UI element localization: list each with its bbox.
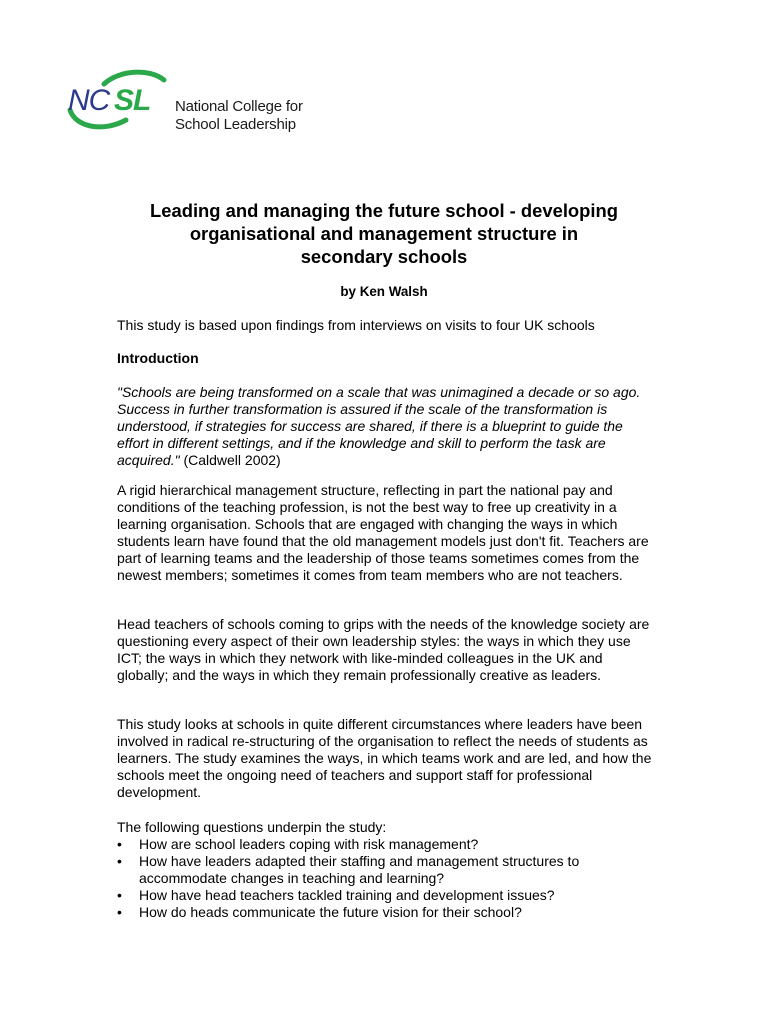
quote-text: "Schools are being transformed on a scale that was unimagined a decade or so ago. Success in further transformation is assured if the scale of the transformation is understood, if strategies for success are shared, if there is a blueprint to guide the effort in different settings, and if the knowledge and skill to perform the task are acquired." [117, 384, 641, 468]
ncsl-logo-mark [64, 66, 174, 138]
bullet-icon: • [117, 836, 122, 852]
question-text: How do heads communicate the future vision for their school? [139, 904, 522, 920]
body-paragraph-2: Head teachers of schools coming to grips with the needs of the knowledge society are questioning every aspect of their own leadership styles: the ways in which they use ICT; the ways in which they network with like-minded colleagues in the UK and globally; and the ways in which they remain professionally creative as leaders. [117, 616, 650, 683]
title-line-2: organisational and management structure in [189, 223, 579, 244]
title-line-3: secondary schools [300, 246, 468, 267]
list-item [117, 887, 657, 904]
document-title [116, 199, 652, 268]
list-item [117, 904, 657, 921]
question-text: How have head teachers tackled training and development issues? [139, 887, 555, 903]
quote-citation: (Caldwell 2002) [179, 452, 281, 468]
bullet-icon: • [117, 904, 122, 920]
question-text: How are school leaders coping with risk management? [139, 836, 479, 852]
body-paragraph-1: A rigid hierarchical management structure, reflecting in part the national pay and conditions of the teaching profession, is not the best way to free up creativity in a learning organisation. Schools that are engaged with changing the ways in which students learn have found that the old management models just don't fit. Teachers are part of learning teams and the leadership of those teams sometimes comes from the newest members; sometimes it comes from team members who are not teachers. [117, 482, 649, 583]
list-item [117, 836, 657, 853]
logo-org-line2: School Leadership [175, 116, 296, 133]
opening-quote [117, 384, 657, 469]
list-item [117, 853, 657, 887]
bullet-icon: • [117, 887, 122, 903]
question-text: How have leaders adapted their staffing and management structures to accommodate changes in teaching and learning? [139, 853, 580, 886]
logo-org-name [175, 98, 303, 134]
author-byline: by Ken Walsh [340, 284, 428, 299]
title-line-1: Leading and managing the future school - developing [150, 200, 618, 221]
bullet-icon: • [117, 853, 122, 869]
questions-intro: The following questions underpin the study: [117, 819, 387, 835]
logo-swoosh-top [104, 72, 164, 84]
questions-list [117, 836, 657, 921]
ncsl-logo [64, 66, 324, 138]
logo-org-line1: National College for [175, 98, 303, 115]
study-summary: This study is based upon findings from interviews on visits to four UK schools [117, 317, 595, 333]
body-paragraph-3: This study looks at schools in quite different circumstances where leaders have been involved in radical re-structuring of the organisation to reflect the needs of students as learners. The study examines the ways, in which teams work and are led, and how the schools meet the ongoing need of teachers and support staff for professional development. [117, 716, 652, 800]
logo-mark-prefix: NC [68, 84, 110, 117]
logo-mark-suffix: SL [114, 84, 151, 117]
introduction-heading: Introduction [117, 350, 199, 366]
